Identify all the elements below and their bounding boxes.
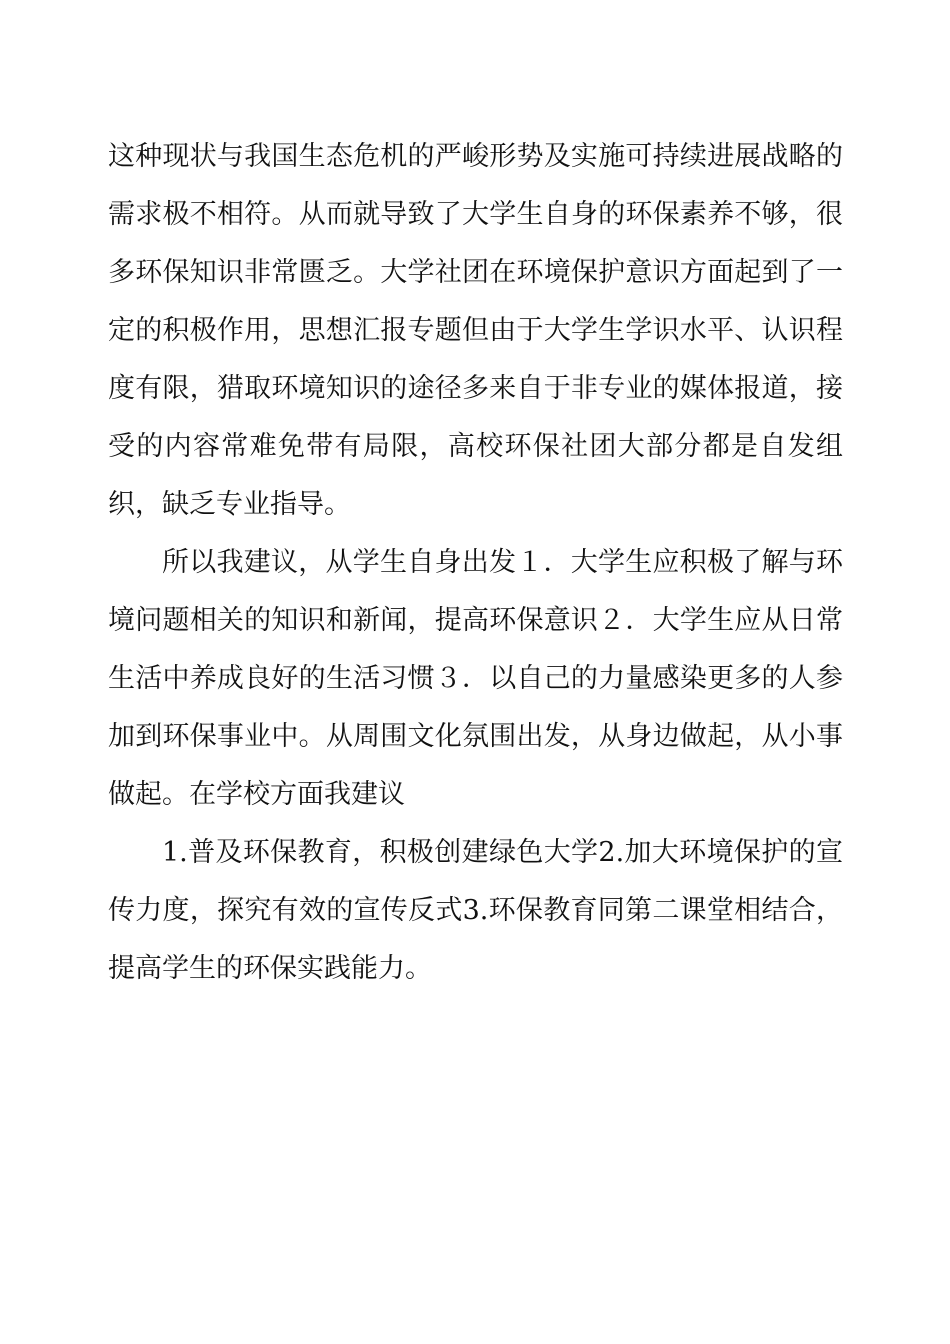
paragraph-student-suggestions: 所以我建议，从学生自身出发１．大学生应积极了解与环境问题相关的知识和新闻，提高环保意识２．大学生应从日常生活中养成良好的生活习惯３．以自己的力量感染更多的人参加到环保事业中。从周围文化氛围出发，从身边做起，从小事做起。在学校方面我建议	[108, 547, 843, 810]
document-body	[108, 128, 843, 998]
paragraph-school-suggestions: 1.普及环保教育，积极创建绿色大学2.加大环境保护的宣传力度，探究有效的宣传反式3.环保教育同第二课堂相结合，提高学生的环保实践能力。	[108, 837, 843, 984]
paragraph-environmental-status: 这种现状与我国生态危机的严峻形势及实施可持续进展战略的需求极不相符。从而就导致了大学生自身的环保素养不够，很多环保知识非常匮乏。大学社团在环境保护意识方面起到了一定的积极作用，思想汇报专题但由于大学生学识水平、认识程度有限，猎取环境知识的途径多来自于非专业的媒体报道，接受的内容常难免带有局限，高校环保社团大部分都是自发组织，缺乏专业指导。	[108, 141, 843, 520]
